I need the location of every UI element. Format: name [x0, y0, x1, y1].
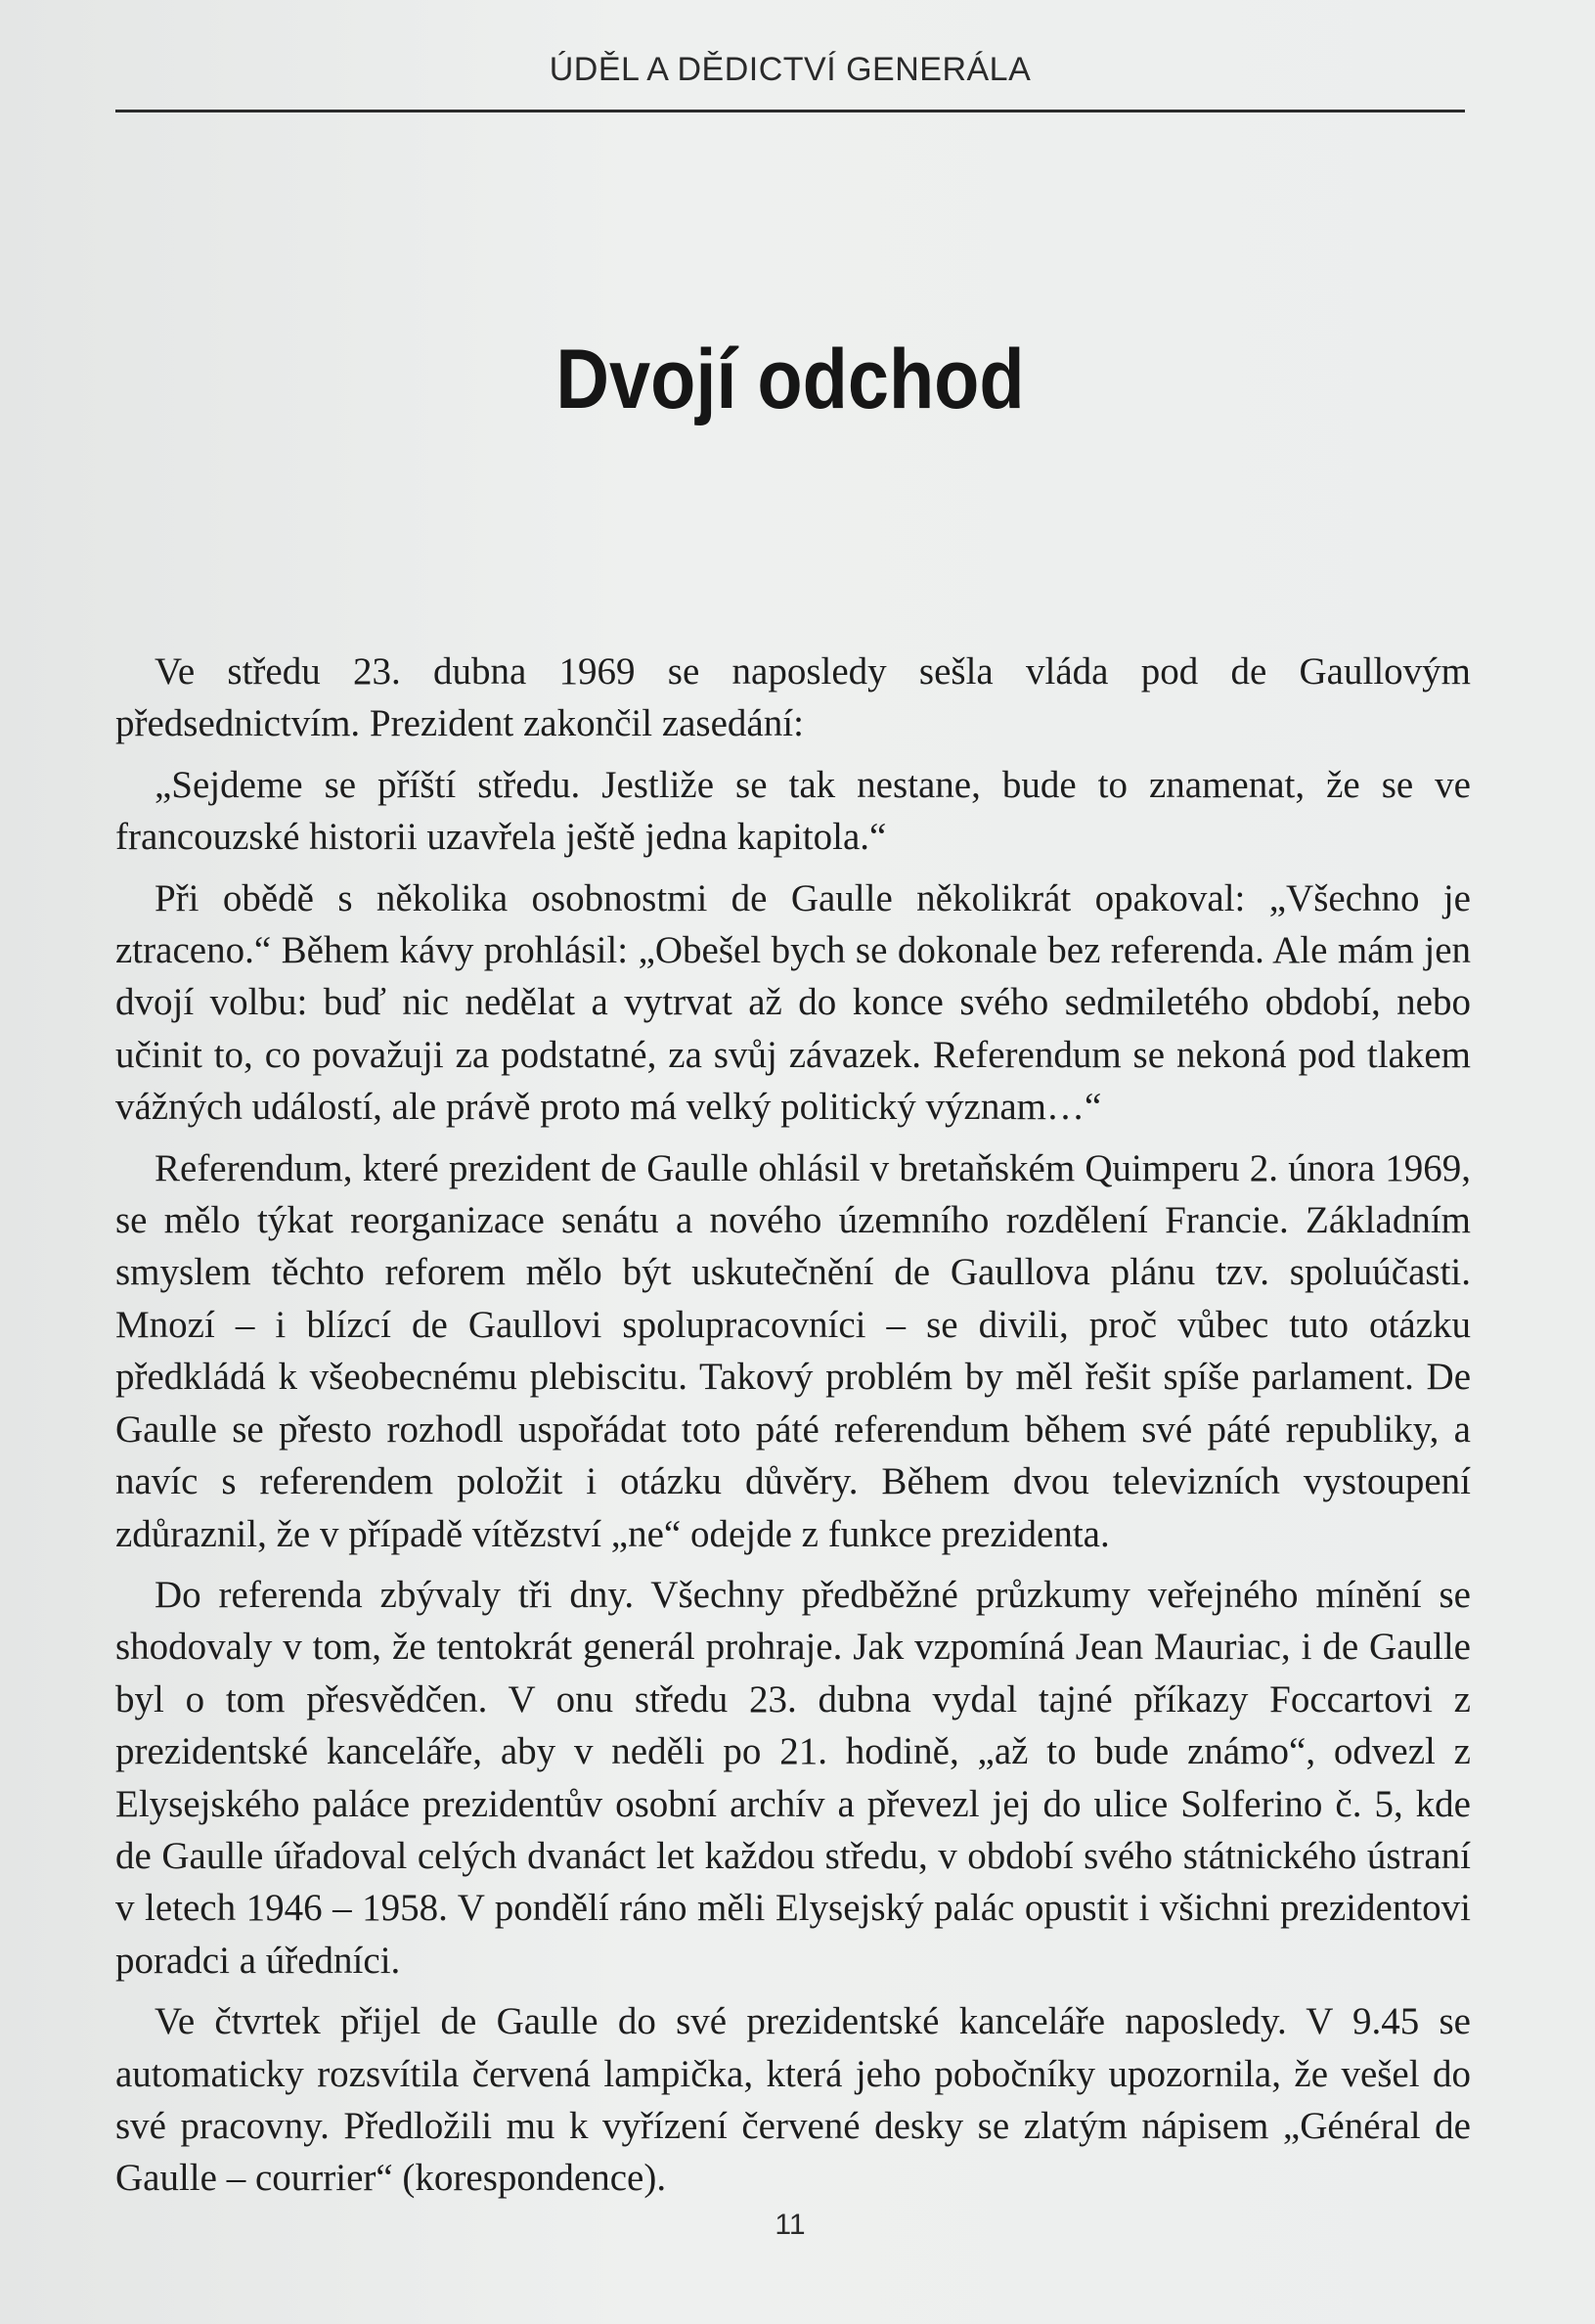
- chapter-title: Dvojí odchod: [555, 333, 1025, 426]
- paragraph-1: Ve středu 23. dubna 1969 se naposledy sešla vláda pod de Gaullovým předsednictvím. Prezident zakončil zasedání:: [115, 650, 1471, 745]
- paragraph-6: Ve čtvrtek přijel de Gaulle do své prezidentské kanceláře naposledy. V 9.45 se automaticky rozsvítila červená lampička, která jeho pobočníky upozornila, že vešel do své pracovny. Předložili mu k vyřízení červené desky se zlatým nápisem „Général de Gaulle – courrier“ (korespondence).: [115, 2000, 1471, 2200]
- running-head: ÚDĚL A DĚDICTVÍ GENERÁLA: [549, 51, 1032, 88]
- paragraph-3: Při obědě s několika osobnostmi de Gaulle několikrát opakoval: „Všechno je ztraceno.“ Během kávy prohlásil: „Obešel bych se dokonale bez referenda. Ale mám jen dvojí volbu: buď nic nedělat a vytrvat až do konce svého sedmiletého období, nebo učinit to, co považuji za podstatné, za svůj závazek. Referendum se nekoná pod tlakem vážných událostí, ale právě proto má velký politický význam…“: [115, 876, 1471, 1129]
- paragraph-5: Do referenda zbývaly tři dny. Všechny předběžné průzkumy veřejného mínění se shodovaly v tom, že tentokrát generál prohraje. Jak vzpomíná Jean Mauriac, i de Gaulle byl o tom přesvědčen. V onu středu 23. dubna vydal tajné příkazy Foccartovi z prezidentské kanceláře, aby v neděli po 21. hodině, „až to bude známo“, odvezl z Elysejského paláce prezidentův osobní archív a převezl jej do ulice Solferino č. 5, kde de Gaulle úřadoval celých dvanáct let každou středu, v období svého státnického ústraní v letech 1946 – 1958. V pondělí ráno měli Elysejský palác opustit i všichni prezidentovi poradci a úředníci.: [115, 1573, 1471, 1982]
- paragraph-2: „Sejdeme se příští středu. Jestliže se tak nestane, bude to znamenat, že se ve francouzské historii uzavřela ještě jedna kapitola.“: [115, 763, 1471, 859]
- paragraph-4: Referendum, které prezident de Gaulle ohlásil v bretaňském Quimperu 2. února 1969, se mělo týkat reorganizace senátu a nového územního rozdělení Francie. Základním smyslem těchto reforem mělo být uskutečnění de Gaullova plánu tzv. spoluúčasti. Mnozí – i blízcí de Gaullovi spolupracovníci – se divili, proč vůbec tuto otázku předkládá k všeobecnému plebiscitu. Takový problém by měl řešit spíše parlament. De Gaulle se přesto rozhodl uspořádat toto páté referendum během své páté republiky, a navíc s referendem položit i otázku důvěry. Během dvou televizních vystoupení zdůraznil, že v případě vítězství „ne“ odejde z funkce prezidenta.: [115, 1146, 1471, 1555]
- header-rule: [115, 110, 1465, 112]
- page-number: 11: [775, 2209, 806, 2241]
- body-text: [115, 646, 1471, 2213]
